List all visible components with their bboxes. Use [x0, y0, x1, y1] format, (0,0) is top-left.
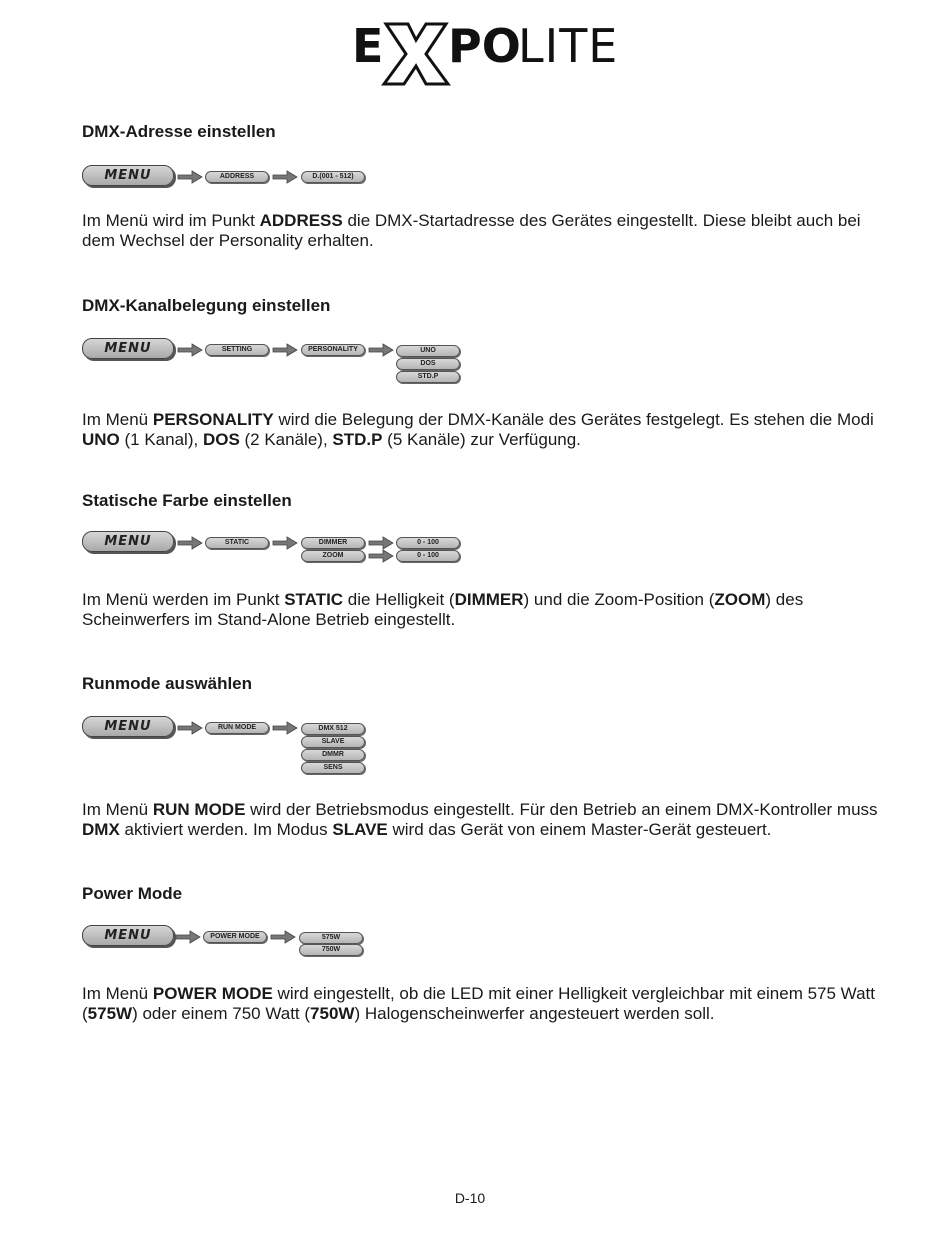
- menu-option: 750W: [299, 944, 363, 956]
- menu-diagram-address: [82, 165, 382, 191]
- menu-step-personality: PERSONALITY: [301, 344, 365, 356]
- arrow-right-icon: [273, 722, 297, 734]
- arrow-right-icon: [271, 931, 295, 943]
- menu-step-run-mode: RUN MODE: [205, 722, 269, 734]
- menu-option: STD.P: [396, 371, 460, 383]
- menu-step-power-mode: POWER MODE: [203, 931, 267, 943]
- paragraph-static: Im Menü werden im Punkt STATIC die Helligkeit (DIMMER) und die Zoom-Position (ZOOM) des Scheinwerfers im Stand-Alone Betrieb eingestellt.: [82, 590, 804, 629]
- section-title-runmode: Runmode auswählen: [82, 674, 253, 693]
- svg-text:PO: PO: [448, 19, 521, 73]
- svg-text:LITE: LITE: [518, 19, 619, 73]
- menu-option: DOS: [396, 358, 460, 370]
- arrow-right-icon: [369, 550, 393, 562]
- arrow-right-icon: [178, 171, 202, 183]
- menu-option: DMMR: [301, 749, 365, 761]
- menu-button: MENU: [82, 716, 174, 737]
- menu-value: 0 - 100: [396, 550, 460, 562]
- section-title-dmx-channels: DMX-Kanalbelegung einstellen: [82, 296, 331, 315]
- menu-option: 575W: [299, 932, 363, 944]
- menu-sub-zoom: ZOOM: [301, 550, 365, 562]
- arrow-right-icon: [273, 344, 297, 356]
- paragraph-power-mode: Im Menü POWER MODE wird eingestellt, ob die LED mit einer Helligkeit vergleichbar mit einem 575 Watt (575W) oder einem 750 Watt (750W) Halogenscheinwerfer angesteuert werden soll.: [82, 984, 876, 1023]
- menu-option: D.(001 - 512): [301, 171, 365, 183]
- menu-diagram-runmode: [82, 716, 382, 776]
- menu-button: MENU: [82, 925, 174, 946]
- section-title-static-color: Statische Farbe einstellen: [82, 491, 292, 510]
- menu-diagram-personality: [82, 338, 482, 384]
- menu-step-setting: SETTING: [205, 344, 269, 356]
- arrow-right-icon: [176, 931, 200, 943]
- paragraph-address: Im Menü wird im Punkt ADDRESS die DMX-Startadresse des Gerätes eingestellt. Diese bleibt auch bei dem Wechsel der Personality erhalten.: [82, 211, 861, 250]
- menu-step-static: STATIC: [205, 537, 269, 549]
- paragraph-runmode: Im Menü RUN MODE wird der Betriebsmodus eingestellt. Für den Betrieb an einem DMX-Kontroller muss DMX aktiviert werden. Im Modus SLAVE wird das Gerät von einem Master-Gerät gesteuert.: [82, 800, 878, 839]
- menu-option: UNO: [396, 345, 460, 357]
- section-title-dmx-address: DMX-Adresse einstellen: [82, 122, 276, 141]
- menu-button: MENU: [82, 165, 174, 186]
- menu-diagram-static: [82, 531, 482, 565]
- arrow-right-icon: [178, 344, 202, 356]
- arrow-right-icon: [273, 537, 297, 549]
- menu-step-address: ADDRESS: [205, 171, 269, 183]
- arrow-right-icon: [273, 171, 297, 183]
- page-number: D-10: [454, 1190, 486, 1206]
- arrow-right-icon: [178, 722, 202, 734]
- section-title-power-mode: Power Mode: [82, 884, 183, 903]
- arrow-right-icon: [369, 537, 393, 549]
- menu-value: 0 - 100: [396, 537, 460, 549]
- paragraph-personality: Im Menü PERSONALITY wird die Belegung der DMX-Kanäle des Gerätes festgelegt. Es stehen die Modi UNO (1 Kanal), DOS (2 Kanäle), STD.P (5 Kanäle) zur Verfügung.: [82, 410, 874, 449]
- expolite-logo: [350, 16, 619, 86]
- menu-option: SLAVE: [301, 736, 365, 748]
- menu-diagram-power-mode: [82, 925, 382, 959]
- menu-sub-dimmer: DIMMER: [301, 537, 365, 549]
- svg-text:E: E: [352, 19, 384, 73]
- arrow-right-icon: [369, 344, 393, 356]
- menu-option: DMX 512: [301, 723, 365, 735]
- menu-button: MENU: [82, 338, 174, 359]
- arrow-right-icon: [178, 537, 202, 549]
- menu-button: MENU: [82, 531, 174, 552]
- menu-option: SENS: [301, 762, 365, 774]
